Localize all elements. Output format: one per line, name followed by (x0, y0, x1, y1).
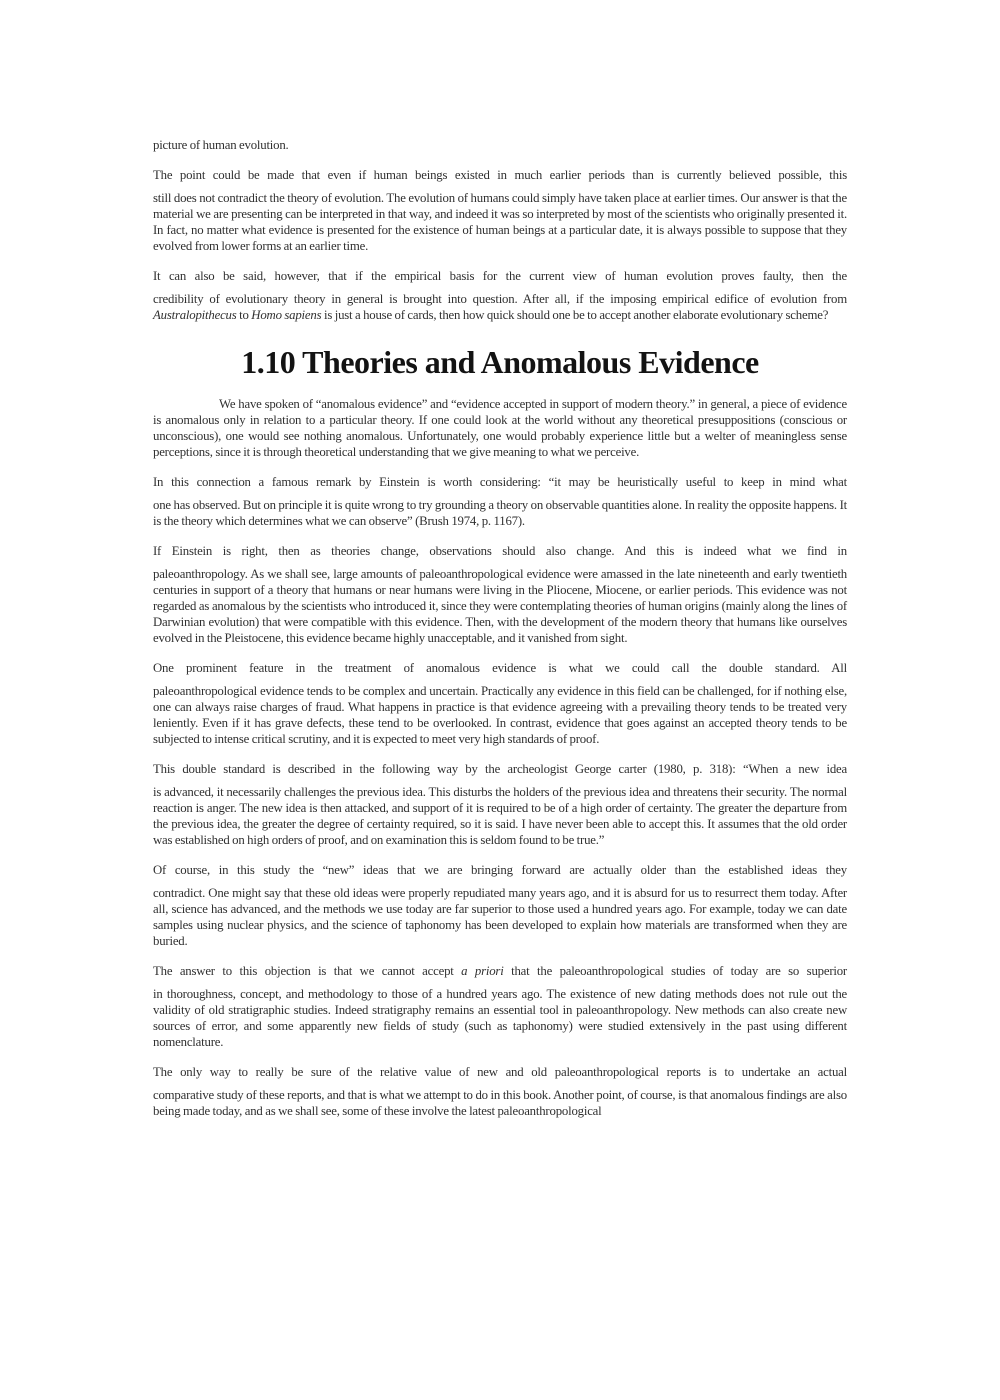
paragraph-first-line (153, 1064, 847, 1080)
text-run: The point could be made that even if human beings existed in much earlier periods than is currently believed possible, this (153, 168, 847, 182)
text-run: to (236, 308, 252, 322)
text-run: still does not contradict the theory of evolution. The evolution of humans could simply have taken place at earlier times. Our answer is that the material we are presenting can be interpreted in that way, and indeed it was so interpreted by most of the scientists who originally presented it. In fact, no matter what evidence is presented for the existence of human beings at a particular date, it is always possible to suppose that they evolved from lower forms at an earlier time. (153, 191, 847, 253)
paragraph-first-line (153, 963, 847, 979)
text-run: is just a house of cards, then how quick should one be to accept another elaborate evolutionary scheme? (321, 308, 829, 322)
paragraph-body (153, 986, 847, 1050)
paragraph-body (153, 784, 847, 848)
paragraph-body (153, 566, 847, 646)
paragraph-body (153, 1087, 847, 1119)
text-run: We have spoken of “anomalous evidence” and “evidence accepted in support of modern theory.” in general, a piece of evidence is anomalous only in relation to a particular theory. If one could look at the world without any theoretical presuppositions (conscious or unconscious), one would see nothing anomalous. Unfortunately, one would probably experience little but a welter of meaningless sense perceptions, since it is through theoretical understanding that we give meaning to what we perceive. (153, 397, 847, 459)
paragraph-fragment (153, 137, 847, 153)
text-run: It can also be said, however, that if the empirical basis for the current view of human evolution proves faulty, then the (153, 269, 847, 283)
text-run: Of course, in this study the “new” ideas that we are bringing forward are actually older than the established ideas they (153, 863, 847, 877)
paragraph-body (153, 291, 847, 323)
paragraph-first-line (153, 761, 847, 777)
text-run: contradict. One might say that these old ideas were properly repudiated many years ago, and it is absurd for us to resurrect them today. After all, science has advanced, and the methods we use today are far superior to those used a hundred years ago. For example, today we can date samples using nuclear physics, and the science of taphonomy has been developed to explain how materials are transformed when they are buried. (153, 886, 847, 948)
paragraph-first-line (153, 474, 847, 490)
paragraph-body (153, 683, 847, 747)
text-run: This double standard is described in the following way by the archeologist George carter (1980, p. 318): “When a new idea (153, 762, 847, 776)
text-run: In this connection a famous remark by Einstein is worth considering: “it may be heuristically useful to keep in mind what (153, 475, 847, 489)
text-run: in thoroughness, concept, and methodology to those of a hundred years ago. The existence of new dating methods does not rule out the validity of old stratigraphic studies. Indeed stratigraphy remains an essential tool in paleoanthropology. New methods can also create new sources of error, and some apparently new fields of study (such as taphonomy) were studied extensively in the past using different nomenclature. (153, 987, 847, 1049)
italic-term: Homo sapiens (251, 308, 322, 322)
paragraph (153, 862, 847, 949)
text-run: that the paleoanthropological studies of today are so superior (503, 964, 847, 978)
text-run: is advanced, it necessarily challenges the previous idea. This disturbs the holders of the previous idea and threatens their security. The normal reaction is anger. The new idea is then attacked, and support of it is required to be of a high order of certainty. The greater the departure from the previous idea, the greater the degree of certainty required, so it is said. I have never been able to accept this. It assumes that the old order was established on high orders of proof, and on examination this is seldom found to be true.” (153, 785, 847, 847)
paragraph (153, 1064, 847, 1119)
paragraph-first-line (153, 268, 847, 284)
paragraph (153, 474, 847, 529)
text-run: paleoanthropology. As we shall see, large amounts of paleoanthropological evidence were amassed in the late nineteenth and early twentieth centuries in support of a theory that humans or near humans were living in the Pliocene, Miocene, or earlier periods. This evidence was not regarded as anomalous by the scientists who introduced it, since they were contemplating theories of human origins (mainly along the lines of Darwinian evolution) that were compatible with this evidence. Then, with the development of the modern theory that humans like ourselves evolved in the Pleistocene, this evidence became highly unacceptable, and it vanished from sight. (153, 567, 847, 645)
paragraph-first-line (153, 543, 847, 559)
paragraph (153, 761, 847, 848)
paragraph-first-line (153, 862, 847, 878)
italic-term: a priori (461, 964, 504, 978)
paragraph-first-line (153, 167, 847, 183)
text-run: comparative study of these reports, and that is what we attempt to do in this book. Another point, of course, is that anomalous findings are also being made today, and as we shall see, some of these involve the latest paleoanthropological (153, 1088, 847, 1118)
paragraph-body (153, 190, 847, 254)
section-heading: 1.10 Theories and Anomalous Evidence (241, 344, 759, 380)
paragraph-indented (153, 396, 847, 460)
paragraph-first-line (153, 660, 847, 676)
text-column (153, 137, 847, 1133)
paragraph (153, 963, 847, 1050)
text-run: credibility of evolutionary theory in general is brought into question. After all, if the imposing empirical edifice of evolution from (153, 292, 847, 306)
italic-term: Australopithecus (153, 308, 237, 322)
text-run: paleoanthropological evidence tends to be complex and uncertain. Practically any evidence in this field can be challenged, for if nothing else, one can always raise charges of fraud. What happens in practice is that evidence agreeing with a prevailing theory tends to be treated very leniently. Even if it has grave defects, these tend to be overlooked. In contrast, evidence that goes against an accepted theory tends to be subjected to intense critical scrutiny, and it is expected to meet very high standards of proof. (153, 684, 847, 746)
paragraph-body (153, 497, 847, 529)
text-run: picture of human evolution. (153, 138, 289, 152)
paragraph (153, 268, 847, 323)
text-run: The answer to this objection is that we cannot accept (153, 964, 462, 978)
text-run: One prominent feature in the treatment of anomalous evidence is what we could call the double standard. All (153, 661, 847, 675)
paragraph (153, 660, 847, 747)
text-run: The only way to really be sure of the relative value of new and old paleoanthropological reports is to undertake an actual (153, 1065, 847, 1079)
text-run: If Einstein is right, then as theories change, observations should also change. And this is indeed what we find in (153, 544, 847, 558)
text-run: one has observed. But on principle it is quite wrong to try grounding a theory on observable quantities alone. In reality the opposite happens. It is the theory which determines what we can observe” (Brush 1974, p. 1167). (153, 498, 847, 528)
paragraph (153, 543, 847, 646)
paragraph (153, 167, 847, 254)
paragraph-body (153, 885, 847, 949)
